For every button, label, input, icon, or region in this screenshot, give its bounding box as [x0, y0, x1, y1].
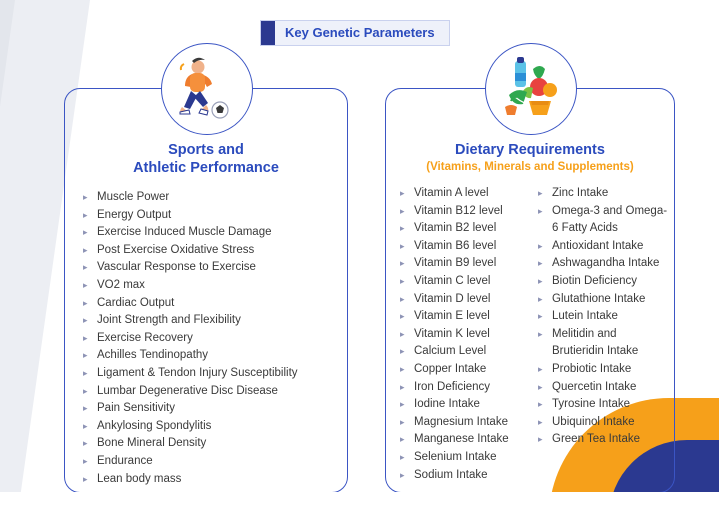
dietary-column-1 — [400, 185, 532, 484]
list-item: ▸ Energy Output — [83, 207, 341, 225]
list-item: ▸ Vitamin D level — [400, 291, 532, 309]
list-item: ▸ Zinc Intake — [538, 185, 670, 203]
list-item: ▸ Vascular Response to Exercise — [83, 259, 341, 277]
list-item: ▸ Omega-3 and Omega-6 Fatty Acids — [538, 203, 670, 238]
list-item: ▸ Vitamin B12 level — [400, 203, 532, 221]
list-item: ▸ Vitamin A level — [400, 185, 532, 203]
list-item: ▸ Vitamin K level — [400, 326, 532, 344]
dietary-list-columns — [386, 185, 674, 484]
title-text: Key Genetic Parameters — [285, 25, 435, 40]
panel-heading-line1: Dietary Requirements — [455, 142, 605, 158]
list-item: ▸ Cardiac Output — [83, 295, 341, 313]
list-item: ▸ Melitidin and Brutieridin Intake — [538, 326, 670, 361]
sports-list-area — [65, 189, 347, 488]
list-item: ▸ Green Tea Intake — [538, 431, 670, 449]
list-item: ▸ Exercise Induced Muscle Damage — [83, 224, 341, 242]
dietary-parameter-list-1 — [400, 185, 532, 484]
list-item: ▸ Vitamin B6 level — [400, 238, 532, 256]
list-item: ▸ Vitamin B2 level — [400, 220, 532, 238]
healthy-food-basket-icon — [485, 43, 577, 135]
panel-heading-line2: Athletic Performance — [133, 160, 279, 176]
list-item: ▸ Manganese Intake — [400, 431, 532, 449]
dietary-parameter-list-2 — [538, 185, 670, 449]
panel-dietary-requirements — [385, 88, 675, 493]
list-item: ▸ Iodine Intake — [400, 396, 532, 414]
title-accent-bar — [261, 21, 275, 45]
panel-heading-dietary — [386, 141, 674, 159]
bottom-white-strip — [0, 492, 719, 508]
list-item: ▸ Tyrosine Intake — [538, 396, 670, 414]
list-item: ▸ Muscle Power — [83, 189, 341, 207]
list-item: ▸ Pain Sensitivity — [83, 400, 341, 418]
panel-heading-sports — [65, 141, 347, 177]
list-item: ▸ Exercise Recovery — [83, 330, 341, 348]
list-item: ▸ Selenium Intake — [400, 449, 532, 467]
panel-sports-athletic-performance — [64, 88, 348, 493]
list-item: ▸ Achilles Tendinopathy — [83, 347, 341, 365]
list-item: ▸ Post Exercise Oxidative Stress — [83, 242, 341, 260]
list-item: ▸ Copper Intake — [400, 361, 532, 379]
list-item: ▸ Ashwagandha Intake — [538, 255, 670, 273]
list-item: ▸ Vitamin B9 level — [400, 255, 532, 273]
list-item: ▸ Glutathione Intake — [538, 291, 670, 309]
panel-subheading-dietary: (Vitamins, Minerals and Supplements) — [426, 161, 634, 173]
list-item: ▸ Lean body mass — [83, 471, 341, 489]
list-item: ▸ Sodium Intake — [400, 467, 532, 485]
slide-title — [260, 20, 450, 46]
list-item: ▸ Lumbar Degenerative Disc Disease — [83, 383, 341, 401]
list-item: ▸ Magnesium Intake — [400, 414, 532, 432]
list-item: ▸ Quercetin Intake — [538, 379, 670, 397]
list-item: ▸ VO2 max — [83, 277, 341, 295]
list-item: ▸ Biotin Deficiency — [538, 273, 670, 291]
list-item: ▸ Lutein Intake — [538, 308, 670, 326]
sports-parameter-list — [83, 189, 341, 488]
list-item: ▸ Calcium Level — [400, 343, 532, 361]
list-item: ▸ Joint Strength and Flexibility — [83, 312, 341, 330]
list-item: ▸ Iron Deficiency — [400, 379, 532, 397]
panel-heading-line1: Sports and — [168, 142, 244, 158]
list-item: ▸ Probiotic Intake — [538, 361, 670, 379]
soccer-player-icon — [161, 43, 253, 135]
list-item: ▸ Endurance — [83, 453, 341, 471]
list-item: ▸ Ubiquinol Intake — [538, 414, 670, 432]
list-item: ▸ Bone Mineral Density — [83, 435, 341, 453]
list-item: ▸ Ankylosing Spondylitis — [83, 418, 341, 436]
list-item: ▸ Vitamin E level — [400, 308, 532, 326]
list-item: ▸ Antioxidant Intake — [538, 238, 670, 256]
list-item: ▸ Ligament & Tendon Injury Susceptibility — [83, 365, 341, 383]
dietary-column-2 — [538, 185, 670, 484]
list-item: ▸ Vitamin C level — [400, 273, 532, 291]
